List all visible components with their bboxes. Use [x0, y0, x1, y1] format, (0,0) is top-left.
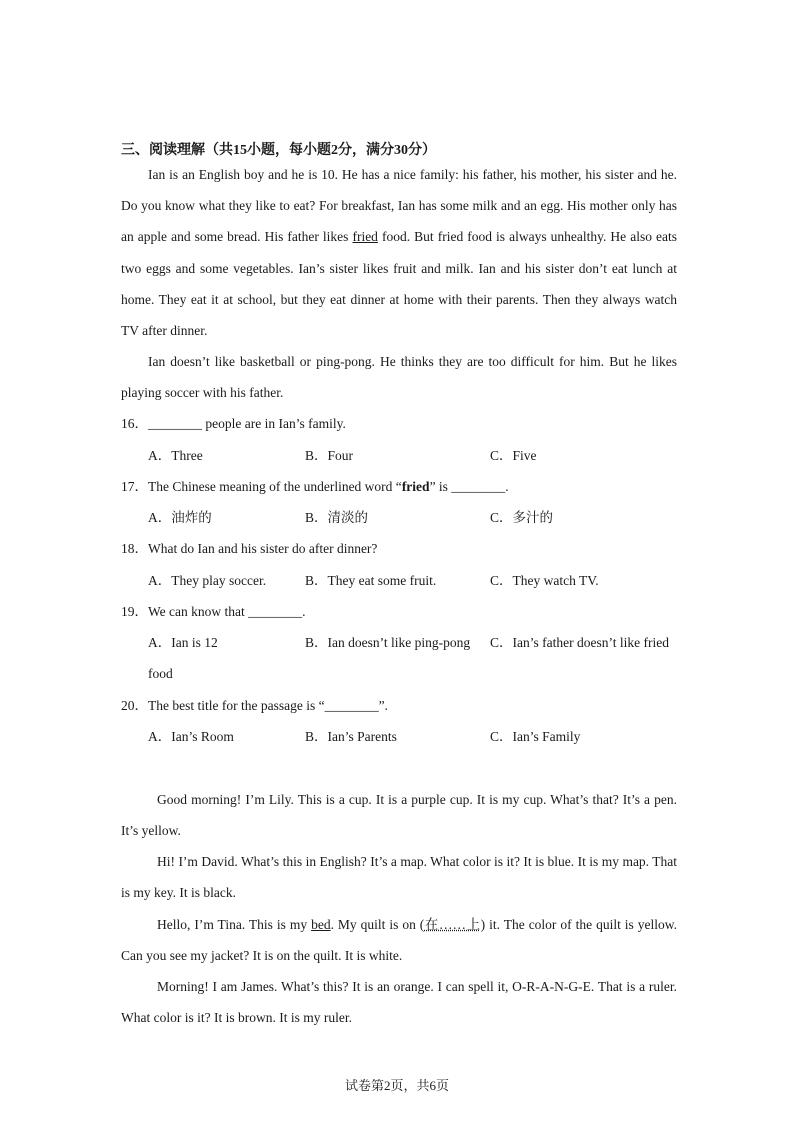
q18-option-c[interactable]: C．They watch TV.	[490, 573, 599, 588]
q16-text: ________ people are in Ian’s family.	[148, 416, 346, 431]
passage1-paragraph1	[121, 159, 677, 346]
passage2-lily: Good morning! I’m Lily. This is a cup. It is a purple cup. It is my cup. What’s that? It’s a pen. It’s yellow.	[121, 792, 677, 839]
q17-bold-word: fried	[401, 479, 430, 494]
q17-number: 17．	[121, 479, 148, 494]
q19-option-c[interactable]: C．Ian’s father doesn’t like fried	[490, 635, 669, 650]
q17-text-after: ” is ________.	[429, 479, 509, 494]
q18-option-a[interactable]: A．They play soccer.	[148, 573, 267, 588]
passage2-james: Morning! I am James. What’s this? It is an orange. I can spell it, O-R-A-N-G-E. That is a ruler. What color is it? It is brown. It is my ruler.	[121, 979, 677, 1026]
underlined-word-fried: fried	[352, 229, 378, 245]
question-17	[121, 477, 509, 497]
q20-option-b[interactable]: B．Ian’s Parents	[305, 729, 397, 744]
passage2-david: Hi! I’m David. What’s this in English? It’s a map. What color is it? It is blue. It is my map. That is my key. It is black.	[121, 854, 677, 901]
q17-option-b[interactable]: B．清淡的	[305, 510, 369, 525]
question-20	[121, 696, 388, 716]
q19-option-b[interactable]: B．Ian doesn’t like ping-pong	[305, 635, 471, 650]
passage1-paragraph2: Ian doesn’t like basketball or ping-pong. He thinks they are too difficult for him. But he likes playing soccer with his father.	[121, 354, 677, 401]
section-title: 三、阅读理解（共15小题，每小题2分，满分30分）	[121, 143, 436, 158]
q18-option-b[interactable]: B．They eat some fruit.	[305, 573, 437, 588]
underlined-word-bed: bed	[311, 917, 331, 932]
question-18	[121, 539, 377, 559]
p1-text-after: food. But fried food is always unhealthy. He also eats two eggs and some vegetables. Ian’s sister likes fruit and milk. Ian and his sister don’t eat lunch at home. They eat it at school, but they eat dinner at home with their parents. Then they always watch TV after dinner.	[121, 229, 677, 339]
passage2-tina	[121, 909, 677, 971]
q16-option-b[interactable]: B．Four	[305, 448, 354, 463]
q20-number: 20．	[121, 698, 148, 713]
q19-number: 19．	[121, 604, 148, 619]
q19-option-c-continuation: food	[148, 666, 173, 681]
p1-text-before: Ian is an English boy and he is 10. He has a nice family: his father, his mother, his sister and he. Do you know what they like to eat? For breakfast, Ian has some milk and an egg. His mother only has an apple and some bread. His father likes	[121, 167, 677, 245]
q20-option-c[interactable]: C．Ian’s Family	[490, 729, 581, 744]
q16-number: 16．	[121, 416, 148, 431]
q19-text: We can know that ________.	[148, 604, 306, 619]
tina-text-before: Hello, I’m Tina. This is my	[157, 917, 312, 932]
tina-gloss: 在……上	[424, 917, 481, 932]
q16-option-a[interactable]: A．Three	[148, 448, 203, 463]
tina-text-middle: . My quilt is on (	[330, 917, 425, 932]
q17-option-a[interactable]: A．油炸的	[148, 510, 212, 525]
q18-number: 18．	[121, 541, 148, 556]
question-19	[121, 602, 306, 622]
tina-text-after: ) it. The color of the quilt is yellow. Can you see my jacket? It is on the quilt. It is white.	[121, 917, 677, 964]
q20-text: The best title for the passage is “________”.	[148, 698, 388, 713]
q16-option-c[interactable]: C．Five	[490, 448, 537, 463]
q20-option-a[interactable]: A．Ian’s Room	[148, 729, 234, 744]
q18-text: What do Ian and his sister do after dinner?	[148, 541, 378, 556]
question-16	[121, 414, 346, 434]
q17-text-before: The Chinese meaning of the underlined word “	[148, 479, 402, 494]
q17-option-c[interactable]: C．多汁的	[490, 510, 554, 525]
q19-option-a[interactable]: A．Ian is 12	[148, 635, 218, 650]
page-footer: 试卷第2页，共6页	[344, 1078, 449, 1093]
